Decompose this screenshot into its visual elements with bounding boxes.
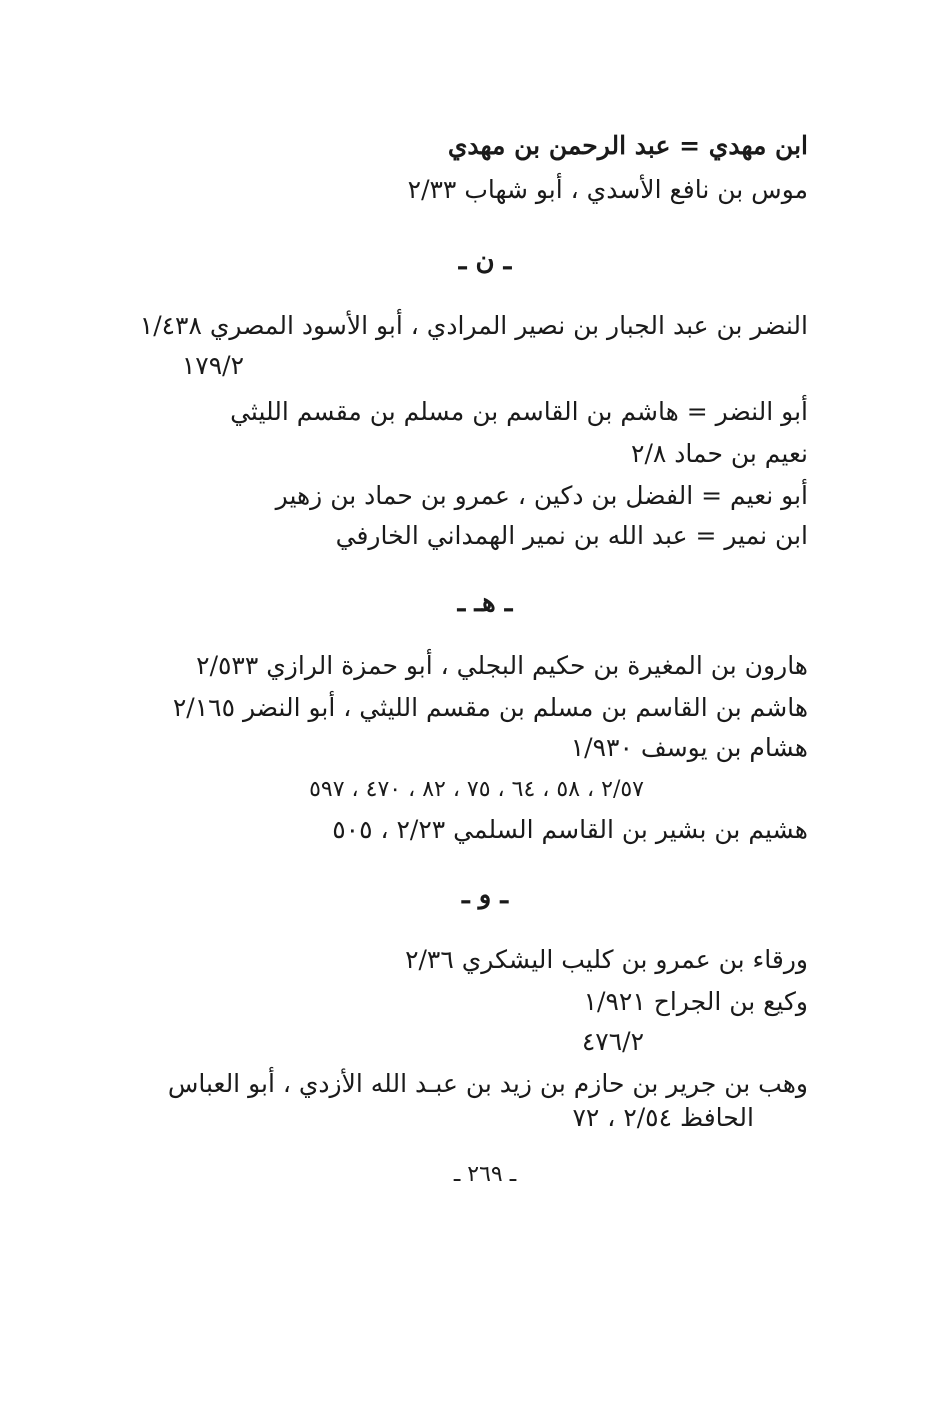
section-heading-nun: ـ ن ـ (458, 246, 512, 276)
entry-nuaym: نعيم بن حماد ٢/٨ (631, 439, 808, 468)
section-heading-waw: ـ و ـ (462, 880, 508, 910)
entry-waki-continued: ٤٧٦/٢ (581, 1027, 644, 1056)
entry-ibn-numayr: ابن نمير = عبد الله بن نمير الهمداني الخارفي (335, 521, 808, 550)
entry-hisham: هشام بن يوسف ١/٩٣٠ (570, 733, 808, 762)
entry-wahb-continued: الحافظ ٢/٥٤ ، ٧٢ (572, 1103, 754, 1132)
entry-hushaym: هشيم بن بشير بن القاسم السلمي ٢/٢٣ ، ٥٠٥ (332, 815, 808, 844)
entry-al-nadr: النضر بن عبد الجبار بن نصير المرادي ، أبو الأسود المصري ١/٤٣٨ (139, 311, 808, 340)
entry-hisham-refs: ٢/٥٧ ، ٥٨ ، ٦٤ ، ٧٥ ، ٨٢ ، ٤٧٠ ، ٥٩٧ (309, 777, 644, 802)
entry-al-nadr-continued: ١٧٩/٢ (181, 351, 244, 380)
entry-abu-al-nadr: أبو النضر = هاشم بن القاسم بن مسلم بن مقسم الليثي (230, 397, 808, 426)
entry-wahb: وهب بن جرير بن حازم بن زيد بن عبـد الله الأزدي ، أبو العباس (167, 1069, 808, 1098)
entry-abu-nuaym: أبو نعيم = الفضل بن دكين ، عمرو بن حماد بن زهير (275, 481, 808, 510)
section-heading-ha: ـ هـ ـ (457, 588, 513, 618)
entry-warqa: ورقاء بن عمرو بن كليب اليشكري ٢/٣٦ (405, 945, 808, 974)
entry-musa-ibn-nafi: موس بن نافع الأسدي ، أبو شهاب ٢/٣٣ (407, 175, 808, 204)
entry-ibn-mahdi: ابن مهدي = عبد الرحمن بن مهدي (447, 131, 808, 160)
entry-harun: هارون بن المغيرة بن حكيم البجلي ، أبو حمزة الرازي ٢/٥٣٣ (196, 651, 808, 680)
entry-waki: وكيع بن الجراح ١/٩٢١ (583, 987, 808, 1016)
entry-hashim: هاشم بن القاسم بن مسلم بن مقسم الليثي ، أبو النضر ٢/١٦٥ (172, 693, 808, 722)
page-number: ـ ٢٦٩ ـ (453, 1162, 517, 1187)
